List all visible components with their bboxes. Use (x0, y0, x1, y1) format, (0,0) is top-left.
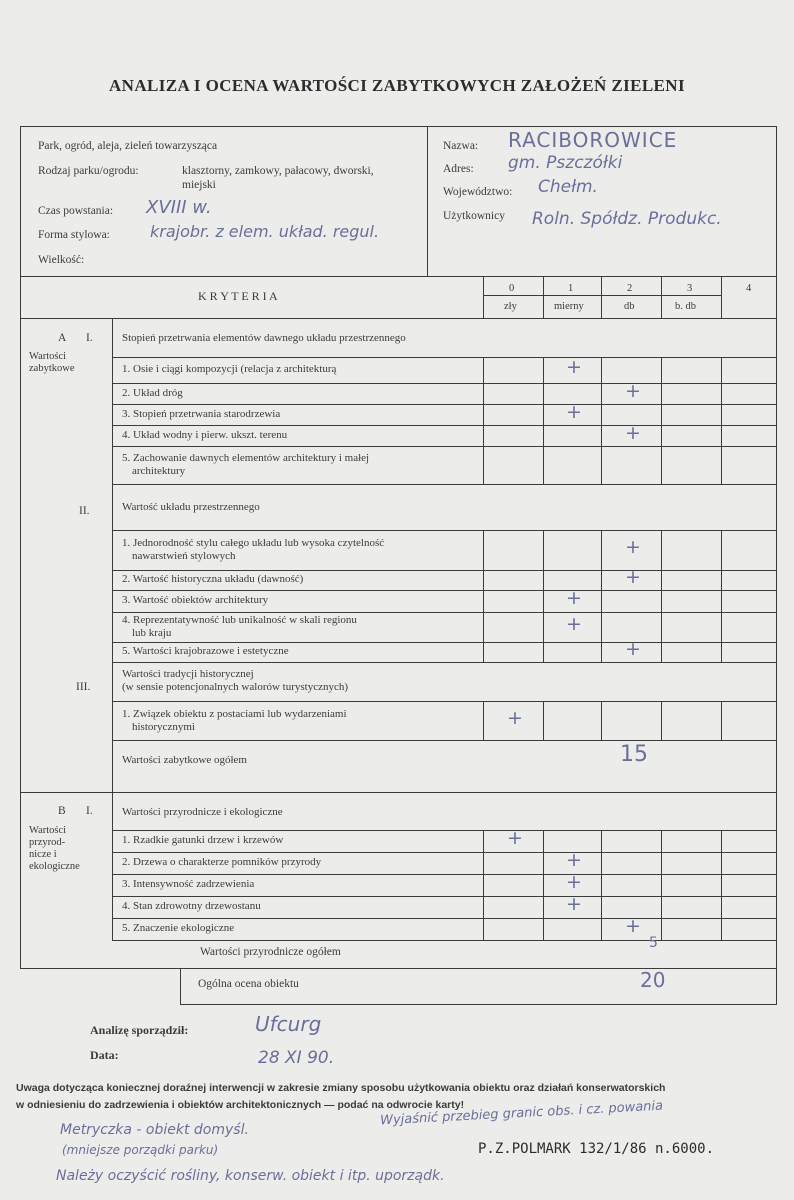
group-iii-row-1-col-3 (661, 701, 662, 740)
group-b-row-1-col-4 (721, 830, 722, 852)
group-b-row-1-col-2 (601, 830, 602, 852)
group-iii-row-1-col-0 (483, 701, 484, 740)
section-a-roman: I. (86, 332, 93, 344)
note-left-2: (mniejsze porządki parku) (62, 1143, 219, 1157)
group-iii-row-1-label-2: historycznymi (132, 720, 195, 733)
grid-header-bottom (20, 318, 777, 319)
group-ii-row-1-bottom (112, 570, 777, 571)
wojewodztwo-value: Chełm. (538, 177, 598, 197)
group-i-row-2-col-2 (601, 383, 602, 404)
group-b-row-5-mark: + (625, 915, 641, 937)
group-ii-row-3-col-2 (601, 590, 602, 612)
group-b-row-2-col-0 (483, 852, 484, 874)
group-i-row-5-bottom (112, 484, 777, 485)
group-b-title-bottom (112, 830, 777, 831)
ogolna-label: Ogólna ocena obiektu (198, 978, 299, 990)
wielkosc-label: Wielkość: (38, 254, 85, 266)
group-b-row-2-label: 2. Drzewa o charakterze pomników przyrody (122, 856, 322, 868)
group-i-row-5-label-2: architektury (132, 465, 186, 477)
group-b-row-1-col-0 (483, 830, 484, 852)
group-iii-roman: III. (76, 681, 91, 693)
group-b-row-4-col-3 (661, 896, 662, 918)
group-b-row-5-label: 5. Znaczenie ekologiczne (122, 922, 235, 934)
group-b-row-5-col-2 (601, 918, 602, 940)
adres-label: Adres: (443, 163, 474, 175)
criteria-col-left-a (112, 318, 113, 792)
adres-value: gm. Pszczółki (508, 153, 623, 173)
group-i-row-1-col-1 (543, 357, 544, 383)
rodzaj-label: Rodzaj parku/ogrodu: (38, 165, 139, 177)
frame-top (20, 126, 777, 127)
group-i-row-2-col-0 (483, 383, 484, 404)
czas-value: XVIII w. (146, 197, 212, 218)
header-mid-divider (427, 126, 428, 276)
wojewodztwo-label: Województwo: (443, 186, 513, 198)
kryteria-heading: K R Y T E R I A (198, 289, 278, 303)
group-i-row-4-col-3 (661, 425, 662, 446)
group-ii-row-2-col-4 (721, 570, 722, 590)
group-ii-row-4-mark: + (566, 613, 582, 635)
group-ii-row-4-col-4 (721, 612, 722, 642)
nazwa-label: Nazwa: (443, 140, 479, 152)
form-title: ANALIZA I OCENA WARTOŚCI ZABYTKOWYCH ZAŁOŻEŃ ZIELENI (109, 76, 685, 95)
group-b-row-1-col-3 (661, 830, 662, 852)
group-i-row-1-col-4 (721, 357, 722, 383)
score-header-divider (483, 295, 722, 296)
data-value: 28 XI 90. (258, 1048, 335, 1068)
group-ii-row-2-col-0 (483, 570, 484, 590)
group-i-row-1-col-2 (601, 357, 602, 383)
group-i-row-3-col-0 (483, 404, 484, 425)
group-i-row-4-col-0 (483, 425, 484, 446)
score-name-2: db (624, 301, 635, 312)
section-b-roman: I. (86, 805, 93, 817)
group-b-row-5-col-0 (483, 918, 484, 940)
group-ii-row-1-col-4 (721, 530, 722, 570)
score-name-0: zły (504, 301, 517, 312)
group-i-row-1-mark: + (566, 356, 582, 378)
group-b-row-3-col-3 (661, 874, 662, 896)
group-b-row-3-label: 3. Intensywność zadrzewienia (122, 878, 255, 890)
zabytkowe-total-label: Wartości zabytkowe ogółem (122, 754, 247, 766)
group-ii-row-1-col-2 (601, 530, 602, 570)
park-label: Park, ogród, aleja, zieleń towarzysząca (38, 140, 218, 152)
score-col-4-left (721, 276, 722, 318)
ogolna-box-left (180, 968, 181, 1004)
group-iii-row-1-col-1 (543, 701, 544, 740)
note-bottom: Należy oczyścić rośliny, konserw. obiekt i itp. uporządk. (56, 1168, 445, 1184)
analize-value: Ufcurg (255, 1012, 322, 1036)
group-ii-row-4-col-3 (661, 612, 662, 642)
score-col-3-left (661, 276, 662, 318)
group-ii-row-5-bottom (112, 662, 777, 663)
print-code: P.Z.POLMARK 132/1/86 n.6000. (478, 1141, 715, 1157)
section-b-name-3: nicze i (29, 849, 57, 860)
group-i-row-1-bottom (112, 383, 777, 384)
group-ii-title-bottom (112, 530, 777, 531)
group-i-row-2-col-3 (661, 383, 662, 404)
section-a-name-1: Wartości (29, 351, 67, 362)
group-iii-title-2: (w sensie potencjonalnych walorów turystycznych) (122, 681, 349, 693)
note-right: Wyjaśnić przebieg granic obs. i cz. powania (379, 1098, 664, 1129)
score-name-3: b. db (675, 301, 696, 312)
score-name-1: mierny (554, 301, 584, 312)
group-ii-row-4-bottom (112, 642, 777, 643)
group-b-row-5-col-3 (661, 918, 662, 940)
group-ii-row-3-label: 3. Wartość obiektów architektury (122, 594, 269, 606)
group-ii-row-4-col-0 (483, 612, 484, 642)
section-b-name-1: Wartości (29, 825, 67, 836)
group-ii-row-3-col-1 (543, 590, 544, 612)
group-ii-row-5-col-3 (661, 642, 662, 662)
score-3: 3 (687, 283, 693, 294)
group-ii-row-2-bottom (112, 590, 777, 591)
group-i-row-3-col-2 (601, 404, 602, 425)
group-b-row-2-col-4 (721, 852, 722, 874)
group-i-row-1-col-3 (661, 357, 662, 383)
group-ii-row-3-col-3 (661, 590, 662, 612)
frame-left (20, 126, 21, 969)
group-i-row-2-col-1 (543, 383, 544, 404)
group-ii-row-1-label-2: nawarstwień stylowych (132, 550, 236, 562)
group-ii-row-1-col-1 (543, 530, 544, 570)
section-b-name-2: przyrod- (29, 837, 66, 848)
group-i-row-3-label: 3. Stopień przetrwania starodrzewia (122, 407, 281, 420)
group-i-title-bottom (112, 357, 777, 358)
group-b-row-4-col-0 (483, 896, 484, 918)
group-ii-row-2-col-1 (543, 570, 544, 590)
group-b-row-2-col-2 (601, 852, 602, 874)
group-i-row-1-col-0 (483, 357, 484, 383)
group-i-row-3-col-3 (661, 404, 662, 425)
group-i-title: Stopień przetrwania elementów dawnego układu przestrzennego (122, 332, 406, 344)
group-i-row-1-label: 1. Osie i ciągi kompozycji (relacja z architekturą (122, 363, 337, 375)
nazwa-value: RACIBOROWICE (508, 128, 678, 152)
group-ii-row-5-col-2 (601, 642, 602, 662)
uwaga-line-1: Uwaga dotycząca koniecznej doraźnej interwencji w zakresie zmiany sposobu użytkowania obiektu oraz działań konserwatorskich (16, 1082, 666, 1094)
group-b-row-5-col-1 (543, 918, 544, 940)
group-i-row-2-col-4 (721, 383, 722, 404)
group-ii-row-4-col-2 (601, 612, 602, 642)
group-i-row-4-mark: + (625, 421, 641, 444)
group-i-row-3-col-4 (721, 404, 722, 425)
group-ii-row-3-mark: + (566, 587, 582, 609)
group-i-row-4-col-1 (543, 425, 544, 446)
group-iii-title-bottom (112, 701, 777, 702)
group-ii-row-3-col-0 (483, 590, 484, 612)
group-b-row-4-col-1 (543, 896, 544, 918)
section-a-name-2: zabytkowe (29, 363, 75, 374)
group-ii-roman: II. (79, 505, 90, 517)
section-b-name-4: ekologiczne (29, 861, 80, 872)
group-ii-row-3-col-4 (721, 590, 722, 612)
score-0: 0 (509, 283, 515, 294)
przyrodnicze-total-label: Wartości przyrodnicze ogółem (200, 946, 341, 958)
zabytkowe-total-value: 15 (620, 742, 648, 767)
group-b-title: Wartości przyrodnicze i ekologiczne (122, 806, 283, 818)
group-i-row-5-col-2 (601, 446, 602, 484)
group-ii-row-5-col-4 (721, 642, 722, 662)
group-ii-row-4-label-1: 4. Reprezentatywność lub unikalność w skali regionu (122, 614, 357, 626)
group-ii-row-3-bottom (112, 612, 777, 613)
group-ii-row-1-col-3 (661, 530, 662, 570)
frame-right (776, 126, 777, 1004)
group-b-row-4-label: 4. Stan zdrowotny drzewostanu (122, 900, 261, 912)
group-b-row-2-mark: + (566, 849, 582, 871)
group-b-row-1-bottom (112, 852, 777, 853)
analize-label: Analizę sporządził: (90, 1023, 189, 1037)
uwaga-line-2: w odniesieniu do zadrzewienia i obiektów architektonicznych — podać na odwrocie karty! (16, 1099, 465, 1111)
group-i-row-5-col-0 (483, 446, 484, 484)
ogolna-value: 20 (640, 968, 666, 992)
section-a-bottom (20, 792, 777, 793)
group-ii-row-2-col-2 (601, 570, 602, 590)
score-1: 1 (568, 283, 574, 294)
score-4: 4 (746, 283, 752, 294)
group-ii-row-2-mark: + (625, 566, 641, 588)
group-ii-row-4-col-1 (543, 612, 544, 642)
group-b-row-1-mark: + (507, 827, 523, 849)
group-i-row-3-mark: + (566, 400, 582, 423)
score-col-2-left (601, 276, 602, 318)
group-i-row-2-label: 2. Układ dróg (122, 386, 183, 399)
group-ii-row-1-label-1: 1. Jednorodność stylu całego układu lub wysoka czytelność (122, 537, 385, 549)
score-2: 2 (627, 283, 633, 294)
forma-value: krajobr. z elem. układ. regul. (150, 222, 380, 241)
forma-label: Forma stylowa: (38, 229, 110, 241)
group-iii-row-1-mark: + (507, 706, 523, 729)
group-b-row-1-col-1 (543, 830, 544, 852)
group-i-row-5-label-1: 5. Zachowanie dawnych elementów architektury i małej (122, 452, 370, 464)
ogolna-box-bottom (180, 1004, 777, 1005)
data-label: Data: (90, 1048, 119, 1062)
group-iii-title-1: Wartości tradycji historycznej (122, 668, 254, 680)
uzytkownicy-value: Roln. Spółdz. Produkc. (532, 209, 722, 229)
group-b-row-4-col-4 (721, 896, 722, 918)
przyrodnicze-total-value: 5 (649, 935, 658, 951)
group-b-row-3-col-2 (601, 874, 602, 896)
group-b-row-3-col-4 (721, 874, 722, 896)
group-iii-row-1-bottom (112, 740, 777, 741)
note-left-1: Metryczka - obiekt domyśl. (60, 1122, 249, 1138)
group-iii-row-1-label-1: 1. Związek obiektu z postaciami lub wydarzeniami (122, 707, 347, 720)
rodzaj-options: klasztorny, zamkowy, pałacowy, dworski, (182, 165, 374, 177)
group-ii-row-5-col-0 (483, 642, 484, 662)
group-b-row-5-col-4 (721, 918, 722, 940)
group-i-row-5-col-3 (661, 446, 662, 484)
group-b-row-4-bottom (112, 918, 777, 919)
group-b-row-3-mark: + (566, 871, 582, 893)
group-i-row-4-col-2 (601, 425, 602, 446)
group-i-row-4-col-4 (721, 425, 722, 446)
group-b-row-2-col-3 (661, 852, 662, 874)
group-ii-row-2-col-3 (661, 570, 662, 590)
group-iii-row-1-col-2 (601, 701, 602, 740)
group-b-row-3-col-0 (483, 874, 484, 896)
group-i-row-3-bottom (112, 425, 777, 426)
section-b-letter: B (58, 805, 66, 817)
group-ii-title: Wartość układu przestrzennego (122, 501, 260, 513)
group-i-row-2-bottom (112, 404, 777, 405)
czas-label: Czas powstania: (38, 205, 114, 217)
group-i-row-4-label: 4. Układ wodny i pierw. ukszt. terenu (122, 428, 288, 441)
group-b-row-4-mark: + (566, 893, 582, 915)
group-b-row-3-col-1 (543, 874, 544, 896)
group-ii-row-4-label-2: lub kraju (132, 627, 172, 639)
group-b-row-3-bottom (112, 896, 777, 897)
group-i-row-4-bottom (112, 446, 777, 447)
rodzaj-options-2: miejski (182, 179, 216, 191)
section-a-letter: A (58, 332, 67, 344)
group-iii-row-1-col-4 (721, 701, 722, 740)
group-i-row-5-col-1 (543, 446, 544, 484)
uzytkownicy-label: Użytkownicy (443, 210, 505, 222)
group-i-row-2-mark: + (625, 379, 641, 402)
group-ii-row-5-col-1 (543, 642, 544, 662)
group-b-row-4-col-2 (601, 896, 602, 918)
score-col-1-left (543, 276, 544, 318)
group-ii-row-5-mark: + (625, 638, 641, 660)
group-b-row-2-col-1 (543, 852, 544, 874)
przyrodnicze-total-top (112, 940, 777, 941)
score-col-0-left (483, 276, 484, 318)
group-i-row-5-col-4 (721, 446, 722, 484)
group-ii-row-2-label: 2. Wartość historyczna układu (dawność) (122, 573, 304, 585)
group-ii-row-5-label: 5. Wartości krajobrazowe i estetyczne (122, 645, 289, 657)
group-i-row-3-col-1 (543, 404, 544, 425)
group-b-row-2-bottom (112, 874, 777, 875)
header-divider (20, 276, 777, 277)
group-ii-row-1-col-0 (483, 530, 484, 570)
group-ii-row-1-mark: + (625, 536, 641, 558)
group-b-row-1-label: 1. Rzadkie gatunki drzew i krzewów (122, 834, 284, 846)
